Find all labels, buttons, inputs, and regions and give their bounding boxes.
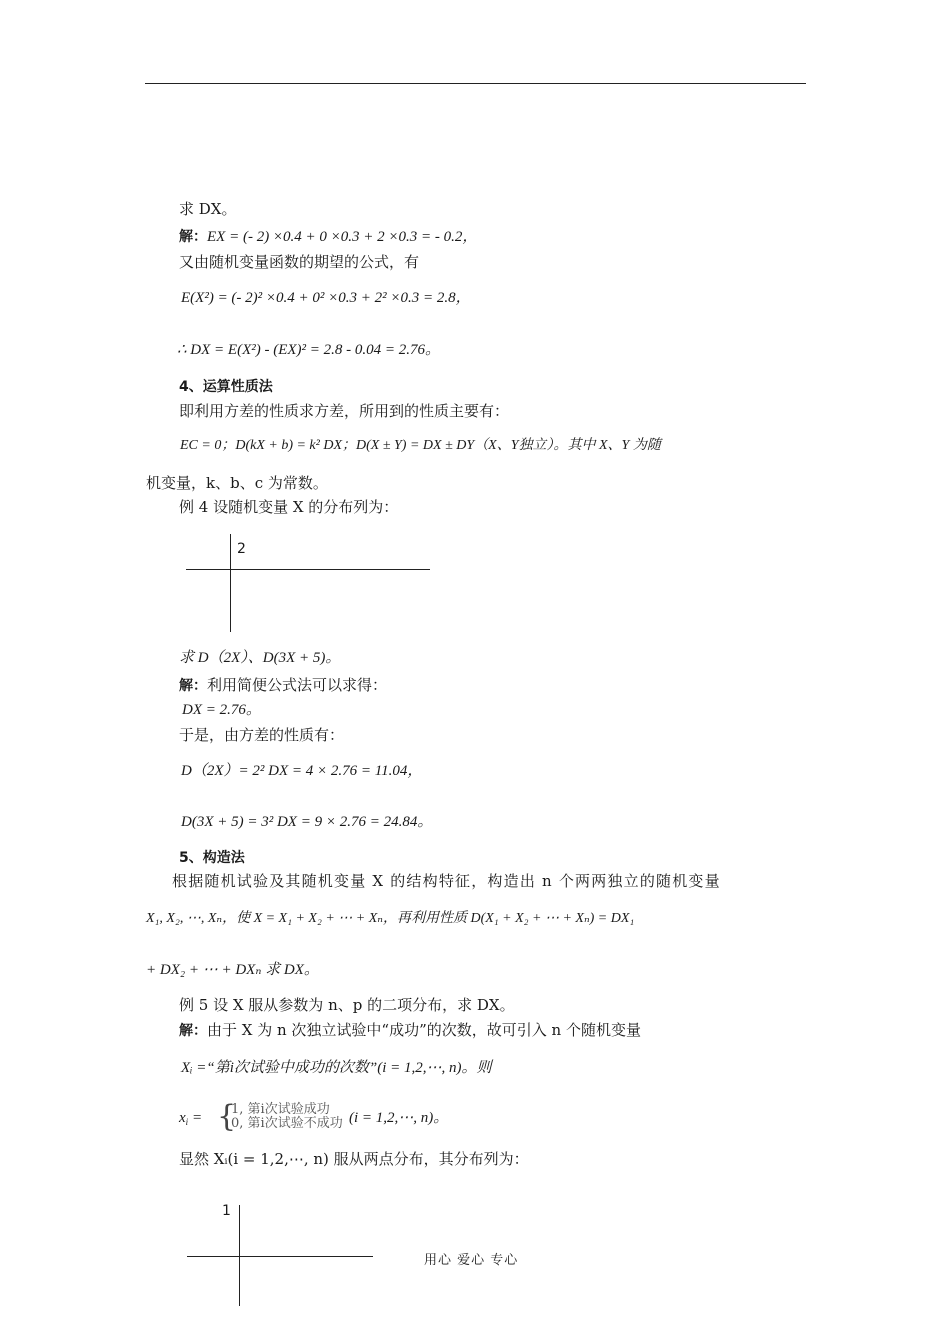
table-divider-horizontal <box>186 569 430 570</box>
solution-label: 解： <box>179 1023 207 1039</box>
text: 利用简便公式法可以求得： <box>207 676 388 694</box>
text-line: 例 4 设随机变量 X 的分布列为： <box>179 498 399 516</box>
text-line: 求 DX。 <box>179 200 237 218</box>
text-line: 根据随机试验及其随机变量 X 的结构特征，构造出 n 个两两独立的随机变量 <box>172 872 721 890</box>
text-line: 即利用方差的性质求方差，所用到的性质主要有： <box>179 402 510 420</box>
case-failure: 0, 第i次试验不成功 <box>231 1116 343 1131</box>
formula: X₁, X₂, ⋯, Xₙ，使 X = X₁ + X₂ + ⋯ + Xₙ，再利用性质 D(X₁ + X₂ + ⋯ + Xₙ) = DX₁ <box>146 911 635 926</box>
formula: EC = 0；D(kX + b) = k² DX；D(X ± Y) = DX ± DY（X、Y独立）。其中 X、Y 为随 <box>180 438 661 453</box>
formula: (i = 1,2,⋯, n)。 <box>349 1110 449 1126</box>
formula: Xᵢ =“第i次试验中成功的次数”(i = 1,2,⋯, n)。则 <box>181 1060 492 1076</box>
formula: DX = 2.76。 <box>182 702 261 718</box>
section-heading: 5、构造法 <box>179 850 245 866</box>
formula: D(3X + 5) = 3² DX = 9 × 2.76 = 24.84。 <box>181 814 433 830</box>
solution-label: 解： <box>179 678 207 694</box>
solution-label: 解： <box>179 229 207 245</box>
header-rule <box>145 83 806 84</box>
page-footer: 用心 爱心 专心 <box>424 1253 519 1268</box>
table-cell: 1 <box>222 1203 231 1219</box>
brace: { <box>217 1099 237 1134</box>
text-line: 于是，由方差的性质有： <box>179 726 345 744</box>
formula: D（2X）= 2² DX = 4 × 2.76 = 11.04， <box>181 763 423 779</box>
text-line: 例 5 设 X 服从参数为 n、p 的二项分布，求 DX。 <box>179 996 515 1014</box>
formula: ∴ DX = E(X²) - (EX)² = 2.8 - 0.04 = 2.76。 <box>177 342 441 358</box>
text-line: 显然 Xᵢ(i = 1,2,⋯, n) 服从两点分布，其分布列为： <box>179 1150 529 1168</box>
case-success: 1, 第i次试验成功 <box>231 1102 330 1117</box>
solution-line <box>179 226 477 247</box>
table-divider-vertical <box>230 534 231 632</box>
formula: E(X²) = (- 2)² ×0.4 + 0² ×0.3 + 2² ×0.3 = 2.8， <box>181 290 471 306</box>
section-heading: 4、运算性质法 <box>179 379 273 395</box>
formula: EX = (- 2) ×0.4 + 0 ×0.3 + 2 ×0.3 = - 0.2， <box>207 229 478 245</box>
solution-line <box>179 675 387 696</box>
table-divider-horizontal <box>187 1256 373 1257</box>
variable: $x_i$ = <box>179 1110 203 1127</box>
table-cell: 2 <box>237 541 246 557</box>
formula: 求 D（2X）、D(3X + 5)。 <box>179 650 341 666</box>
formula: + DX₂ + ⋯ + DXₙ 求 DX。 <box>146 962 319 978</box>
text: 由于 X 为 n 次独立试验中“成功”的次数，故可引入 n 个随机变量 <box>207 1021 641 1039</box>
text-line: 又由随机变量函数的期望的公式，有 <box>179 253 420 271</box>
text-line: 机变量，k、b、c 为常数。 <box>146 474 328 492</box>
solution-line <box>179 1020 641 1041</box>
